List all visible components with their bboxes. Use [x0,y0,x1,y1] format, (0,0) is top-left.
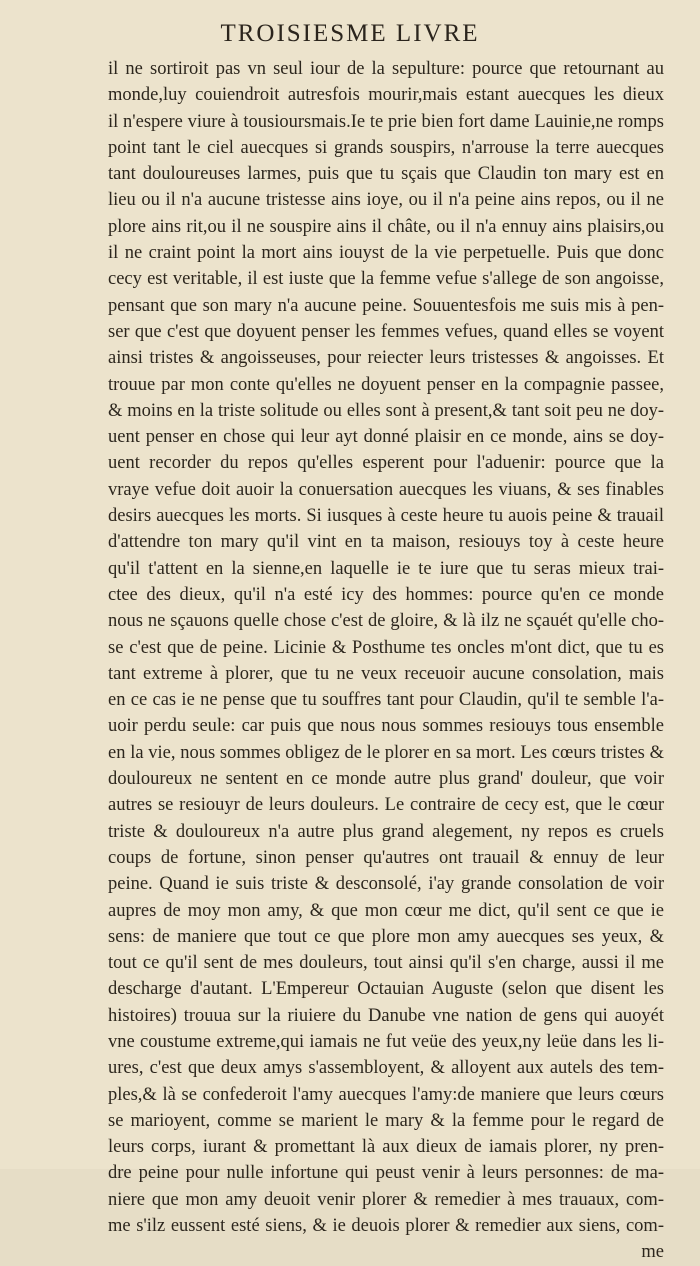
text-line: ples,& là se confederoit l'amy auecques l'amy:de maniere que leurs cœurs [108,1084,664,1105]
text-line: qu'il t'attent en la sienne,en laquelle ie te iure que tu seras mieux trai- [108,558,664,579]
text-line: d'attendre ton mary qu'il vint en ta maison, resiouys toy à ceste heure [108,532,664,553]
text-line: se c'est que de peine. Licinie & Posthume tes oncles m'ont dict, que tu es [108,637,664,658]
text-line: il ne craint point la mort ains iouyst de la vie perpetuelle. Puis que donc [108,243,664,264]
text-line: desirs auecques les morts. Si iusques à ceste heure tu auois peine & trauail [108,506,664,527]
text-line: coups de fortune, sinon penser qu'autres ont trauail & ennuy de leur [108,847,664,868]
text-line: il ne sortiroit pas vn seul iour de la sepulture: pource que retournant au [108,59,664,79]
text-line: ser que c'est que doyuent penser les femmes vefues, quand elles se voyent [108,321,664,342]
text-line: histoires) trouua sur la riuiere du Danube vne nation de gens qui auoyét [108,1005,664,1026]
text-line: en ce cas ie ne pense que tu souffres tant pour Claudin, qu'il te semble l'a- [108,690,664,711]
text-line: & moins en la triste solitude ou elles sont à present,& tant soit peu ne doy- [108,400,664,421]
text-line: vraye vefue doit auoir la conuersation auecques les viuans, & ses finables [108,479,664,500]
text-line: dre peine pour nulle infortune qui peust venir à leurs personnes: de ma- [108,1163,664,1184]
text-line: triste & douloureux n'a autre plus grand alegement, ny repos es cruels [108,821,664,842]
text-line: uoir perdu seule: car puis que nous nous sommes resiouys tous ensemble [108,716,664,737]
text-line: autres se resiouyr de leurs douleurs. Le contraire de cecy est, que le cœur [108,795,664,816]
text-line: sens: de maniere que tout ce que plore mon amy auecques ses yeux, & [108,926,664,947]
text-line: nous ne sçauons quelle chose c'est de gloire, & là ilz ne sçauét qu'elle cho- [108,611,664,632]
text-line: me s'ilz eussent esté siens, & ie deuois plorer & remedier aux siens, com- [108,1216,664,1237]
text-line: plore ains rit,ou il ne souspire ains il châte, ou il n'a ennuy ains plaisirs,ou [108,216,664,237]
text-line: uent penser en chose qui leur ayt donné plaisir en ce monde, ains se doy- [108,427,664,448]
text-line: ctee des dieux, qu'il n'a esté icy des hommes: pource qu'en ce monde [108,584,664,605]
text-line: lieu ou il n'a aucune tristesse ains ioye, ou il n'a peine ains repos, ou il ne [108,190,664,211]
catchword: me [641,1242,664,1263]
text-line: en la vie, nous sommes obligez de le plorer en sa mort. Les cœurs tristes & [108,742,664,763]
text-line: ainsi tristes & angoisseuses, pour reiecter leurs tristesses & angoisses. Et [108,348,664,369]
text-line: vne coustume extreme,qui iamais ne fut veüe des yeux,ny leüe dans les li- [108,1031,664,1052]
body-text [108,56,664,1266]
text-line: cecy est veritable, il est iuste que la femme vefue s'allege de son angoisse, [108,269,664,290]
text-line: leurs corps, iurant & promettant là aux dieux de iamais plorer, ny pren- [108,1137,664,1158]
text-line: niere que mon amy deuoit venir plorer & remedier à mes trauaux, com- [108,1189,664,1210]
text-line: ures, c'est que deux amys s'assembloyent, & alloyent aux autels des tem- [108,1058,664,1079]
text-line: aupres de moy mon amy, & que mon cœur me dict, qu'il sent ce que ie [108,900,664,921]
text-line: tant douloureuses larmes, puis que tu sçais que Claudin ton mary est en [108,164,664,185]
text-line: pensant que son mary n'a aucune peine. Souuentesfois me suis mis à pen- [108,295,664,316]
text-line: il n'espere viure à tousioursmais.Ie te prie bien fort dame Lauinie,ne romps [108,111,664,132]
text-line: tout ce qu'il sent de mes douleurs, tout ainsi qu'il s'en charge, aussi il me [108,953,664,974]
text-line: point tant le ciel auecques si grands souspirs, n'arrouse la terre auecques [108,137,664,158]
running-head: TROISIESME LIVRE [220,20,480,47]
text-line: douloureux ne sentent en ce monde autre plus grand' douleur, que voir [108,769,664,790]
text-line: trouue par mon conte qu'elles ne doyuent penser en la compagnie passee, [108,374,664,395]
text-line: monde,luy couiendroit autresfois mourir,mais estant auecques les dieux [108,85,664,106]
text-line: descharge d'autant. L'Empereur Octauian Auguste (selon que disent les [108,979,664,1000]
text-line: se marioyent, comme se marient le mary & la femme pour le regard de [108,1110,664,1131]
text-line: uent recorder du repos qu'elles esperent pour l'aduenir: pource que la [108,453,664,474]
text-line: tant extreme à plorer, que tu ne veux receuoir aucune consolation, mais [108,663,664,684]
text-line: peine. Quand ie suis triste & desconsolé, i'ay grande consolation de voir [108,874,664,895]
